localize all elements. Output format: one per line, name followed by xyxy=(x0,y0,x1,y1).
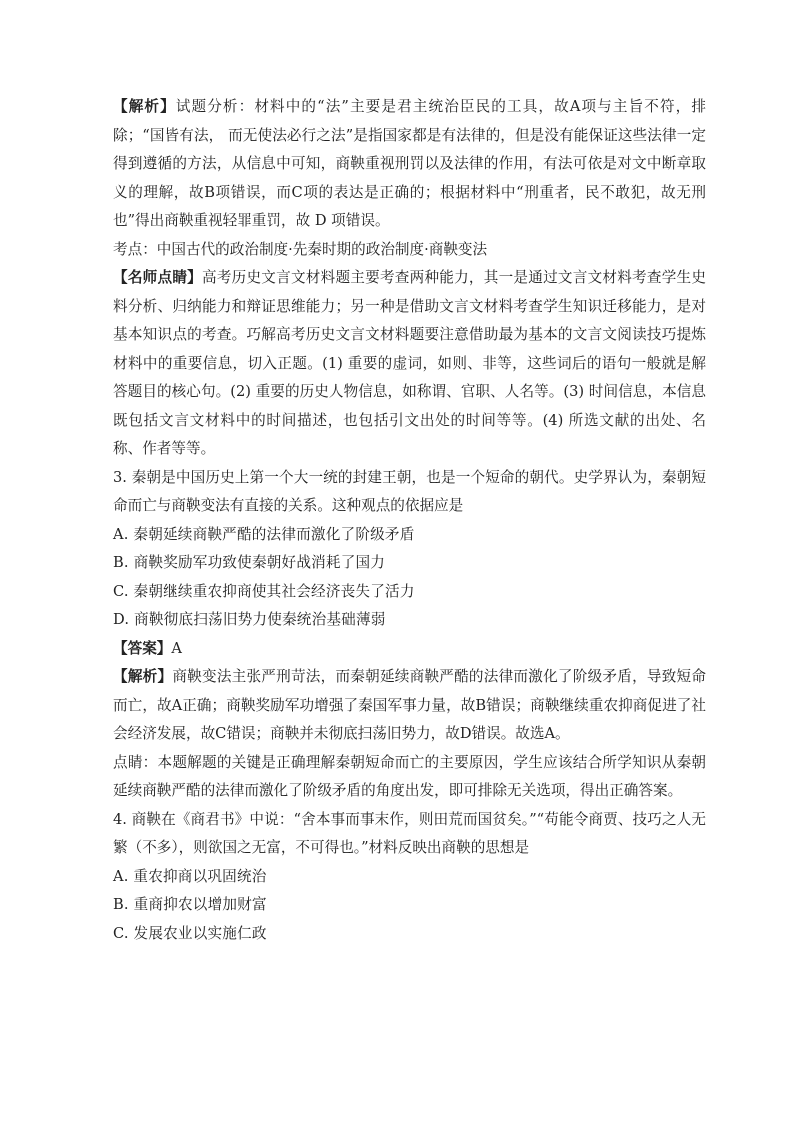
mingshi-paragraph xyxy=(113,264,706,464)
question-3-option-a: A. 秦朝延续商鞅严酷的法律而激化了阶级矛盾 xyxy=(113,525,415,543)
question-3-stem: 3. 秦朝是中国历史上第一个大一统的封建王朝，也是一个短命的朝代。史学界认为，秦朝短命而亡与商鞅变法有直接的关系。这种观点的依据应是 xyxy=(113,468,706,514)
question-3-answer xyxy=(113,635,706,664)
analysis-paragraph xyxy=(113,93,706,236)
question-4-option-b: B. 重商抑农以增加财富 xyxy=(113,896,267,913)
question-3-option-d: D. 商鞅彻底扫荡旧势力使秦统治基础薄弱 xyxy=(113,611,386,628)
mingshi-label: 【名师点睛】 xyxy=(113,269,202,286)
question-4-stem: 4. 商鞅在《商君书》中说：“舍本事而事末作，则田荒而国贫矣。”“苟能令商贾、技巧之人无繁（不多），则欲国之无富，不可得也。”材料反映出商鞅的思想是 xyxy=(113,810,706,856)
analysis-label: 【解析】 xyxy=(113,98,176,115)
analysis-label: 【解析】 xyxy=(113,668,173,685)
answer-value: A xyxy=(171,639,182,657)
question-4-option-a: A. 重农抑商以巩固统治 xyxy=(113,867,267,885)
analysis-text: 试题分析：材料中的“法”主要是君主统治臣民的工具，故A项与主旨不符，排除；“国皆有法， 而无使法必行之法”是指国家都是有法律的，但是没有能保证这些法律一定得到遵循的方法，从信息中可知，商鞅重视刑罚以及法律的作用，有法可依是对文中断章取义的理解，故B项错误，而C项的表达是正确的；根据材料中“刑重者，民不敢犯，故无刑也”得出商鞅重视轻罪重罚，故 D 项错误。 xyxy=(113,98,706,229)
mingshi-text: 高考历史文言文材料题主要考查两种能力，其一是通过文言文材料考查学生史料分析、归纳能力和辩证思维能力；另一种是借助文言文材料考查学生知识迁移能力，是对基本知识点的考查。巧解高考历史文言文材料题要注意借助最为基本的文言文阅读技巧提炼材料中的重要信息，切入正题。(1) 重要的虚词，如则、非等，这些词后的语句一般就是解答题目的核心句。(2) 重要的历史人物信息，如称谓、官职、人名等。(3) 时间信息，本信息既包括文言文材料中的时间描述，也包括引文出处的时间等等。(4) 所选文献的出处、名称、作者等等。 xyxy=(113,269,706,457)
question-3-option-b: B. 商鞅奖励军功致使秦朝好战消耗了国力 xyxy=(113,554,386,571)
answer-label: 【答案】 xyxy=(113,639,172,657)
question-3-dianjing: 点睛：本题解题的关键是正确理解秦朝短命而亡的主要原因，学生应该结合所学知识从秦朝延续商鞅严酷的法律而激化了阶级矛盾的角度出发，即可排除无关选项，得出正确答案。 xyxy=(113,753,706,799)
kaodian-line: 考点：中国古代的政治制度·先秦时期的政治制度·商鞅变法 xyxy=(113,240,488,258)
analysis-text: 商鞅变法主张严刑苛法，而秦朝延续商鞅严酷的法律而激化了阶级矛盾，导致短命而亡，故A正确；商鞅奖励军功增强了秦国军事力量，故B错误；商鞅继续重农抑商促进了社会经济发展，故C错误；商鞅并未彻底扫荡旧势力，故D错误。故选A。 xyxy=(113,668,706,742)
question-3-option-c: C. 秦朝继续重农抑商使其社会经济丧失了活力 xyxy=(113,582,415,600)
question-3-analysis xyxy=(113,663,706,749)
question-4-option-c: C. 发展农业以实施仁政 xyxy=(113,924,267,942)
